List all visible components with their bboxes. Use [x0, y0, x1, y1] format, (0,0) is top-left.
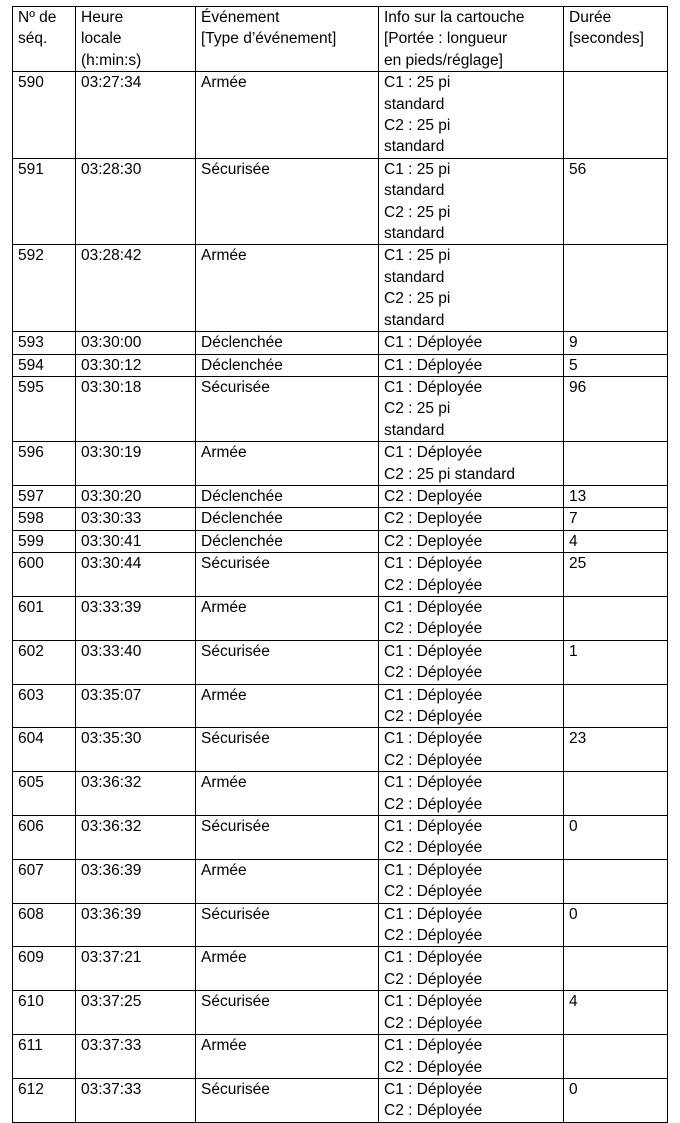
- cartridge-info-line: standard: [384, 182, 445, 200]
- cartridge-info-cell: [379, 1078, 564, 1122]
- duration-cell: [564, 684, 668, 728]
- cartridge-info-line: C2 : 25 pi: [384, 400, 451, 418]
- time-cell: 03:33:40: [76, 640, 196, 684]
- duration-cell: [564, 772, 668, 816]
- seq-cell: 608: [13, 903, 76, 947]
- cartridge-info-cell: [379, 332, 564, 354]
- table-body: [13, 72, 668, 1123]
- cartridge-info-cell: [379, 728, 564, 772]
- cartridge-info-line: standard: [384, 95, 445, 113]
- event-cell: Sécurisée: [196, 903, 379, 947]
- header-info-line: Info sur la cartouche: [384, 9, 525, 26]
- table-row: [13, 508, 668, 530]
- duration-cell: 96: [564, 376, 668, 441]
- header-event-line: Événement: [201, 9, 280, 26]
- event-cell: Sécurisée: [196, 991, 379, 1035]
- cartridge-info-line: C1 : 25 pi: [384, 160, 451, 178]
- table-row: [13, 485, 668, 507]
- table-row: [13, 991, 668, 1035]
- header-info-line: en pieds/réglage]: [384, 51, 503, 69]
- duration-cell: 23: [564, 728, 668, 772]
- event-cell: Armée: [196, 772, 379, 816]
- seq-cell: 602: [13, 640, 76, 684]
- duration-cell: 25: [564, 553, 668, 597]
- cartridge-info-line: C2 : Déployée: [384, 751, 483, 769]
- cartridge-info-cell: [379, 816, 564, 860]
- header-event-line: [Type d’événement]: [201, 30, 337, 48]
- seq-cell: 590: [13, 72, 76, 159]
- table-row: [13, 816, 668, 860]
- header-seq-line: séq.: [18, 30, 48, 48]
- cartridge-info-line: C2 : Deployée: [384, 532, 483, 550]
- table-row: [13, 553, 668, 597]
- cartridge-info-line: C2 : Déployée: [384, 1058, 483, 1076]
- cartridge-info-line: C1 : 25 pi: [384, 247, 451, 265]
- cartridge-info-cell: [379, 245, 564, 332]
- table-row: [13, 442, 668, 486]
- cartridge-info-line: C1 : Déployée: [384, 555, 483, 573]
- table-row: [13, 72, 668, 159]
- cartridge-info-cell: [379, 991, 564, 1035]
- seq-cell: 601: [13, 596, 76, 640]
- seq-cell: 598: [13, 508, 76, 530]
- cartridge-info-line: C2 : Déployée: [384, 708, 483, 725]
- duration-cell: [564, 859, 668, 903]
- time-cell: 03:30:20: [76, 485, 196, 507]
- cartridge-info-cell: [379, 640, 564, 684]
- time-cell: 03:35:30: [76, 728, 196, 772]
- cartridge-info-cell: [379, 158, 564, 245]
- time-cell: 03:36:39: [76, 903, 196, 947]
- cartridge-info-line: C2 : Déployée: [384, 664, 483, 682]
- duration-cell: [564, 947, 668, 991]
- time-cell: 03:30:18: [76, 376, 196, 441]
- duration-cell: 56: [564, 158, 668, 245]
- cartridge-info-line: C1 : Déployée: [384, 598, 483, 616]
- seq-cell: 612: [13, 1078, 76, 1122]
- seq-cell: 596: [13, 442, 76, 486]
- header-time: [76, 7, 196, 72]
- header-row: [13, 7, 668, 72]
- duration-cell: 7: [564, 508, 668, 530]
- time-cell: 03:36:39: [76, 859, 196, 903]
- duration-cell: 5: [564, 354, 668, 376]
- cartridge-info-cell: [379, 947, 564, 991]
- cartridge-info-line: C2 : Déployée: [384, 795, 483, 813]
- event-cell: Armée: [196, 596, 379, 640]
- event-cell: Armée: [196, 72, 379, 159]
- header-duration-line: Durée: [569, 9, 612, 26]
- table-row: [13, 354, 668, 376]
- cartridge-info-line: C1 : Déployée: [384, 356, 483, 374]
- cartridge-info-line: C1 : Déployée: [384, 1037, 483, 1055]
- cartridge-info-cell: [379, 508, 564, 530]
- seq-cell: 605: [13, 772, 76, 816]
- header-time-line: Heure: [81, 9, 124, 26]
- seq-cell: 604: [13, 728, 76, 772]
- event-cell: Déclenchée: [196, 485, 379, 507]
- cartridge-info-cell: [379, 354, 564, 376]
- cartridge-info-cell: [379, 772, 564, 816]
- table-row: [13, 1035, 668, 1079]
- event-cell: Sécurisée: [196, 1078, 379, 1122]
- duration-cell: 1: [564, 640, 668, 684]
- cartridge-info-line: C1 : Déployée: [384, 993, 483, 1011]
- table-row: [13, 1078, 668, 1122]
- seq-cell: 600: [13, 553, 76, 597]
- cartridge-info-line: C1 : Déployée: [384, 444, 483, 462]
- cartridge-info-line: standard: [384, 311, 445, 329]
- cartridge-info-line: C2 : Déployée: [384, 970, 483, 988]
- cartridge-info-line: C1 : Déployée: [384, 861, 483, 879]
- cartridge-info-line: C1 : Déployée: [384, 949, 483, 967]
- table-row: [13, 332, 668, 354]
- seq-cell: 591: [13, 158, 76, 245]
- duration-cell: 9: [564, 332, 668, 354]
- time-cell: 03:28:30: [76, 158, 196, 245]
- cartridge-info-line: standard: [384, 225, 445, 243]
- seq-cell: 599: [13, 530, 76, 552]
- cartridge-info-line: C1 : Déployée: [384, 905, 483, 923]
- cartridge-info-line: C2 : 25 pi: [384, 203, 451, 221]
- cartridge-info-cell: [379, 1035, 564, 1079]
- cartridge-info-line: C1 : Déployée: [384, 334, 483, 352]
- time-cell: 03:27:34: [76, 72, 196, 159]
- event-cell: Sécurisée: [196, 553, 379, 597]
- cartridge-info-line: C2 : Deployée: [384, 487, 483, 505]
- cartridge-info-cell: [379, 859, 564, 903]
- cartridge-info-line: C1 : Déployée: [384, 818, 483, 836]
- header-duration-line: [secondes]: [569, 30, 644, 48]
- seq-cell: 606: [13, 816, 76, 860]
- duration-cell: 13: [564, 485, 668, 507]
- event-cell: Sécurisée: [196, 640, 379, 684]
- cartridge-info-line: C2 : Déployée: [384, 1014, 483, 1032]
- duration-cell: [564, 72, 668, 159]
- cartridge-info-line: C2 : Déployée: [384, 927, 483, 945]
- duration-cell: [564, 442, 668, 486]
- duration-cell: 4: [564, 991, 668, 1035]
- duration-cell: 0: [564, 1078, 668, 1122]
- cartridge-info-cell: [379, 530, 564, 552]
- table-row: [13, 947, 668, 991]
- seq-cell: 610: [13, 991, 76, 1035]
- event-cell: Sécurisée: [196, 158, 379, 245]
- cartridge-info-line: C2 : 25 pi standard: [384, 465, 515, 483]
- seq-cell: 603: [13, 684, 76, 728]
- cartridge-info-line: C1 : Déployée: [384, 730, 483, 748]
- cartridge-info-line: C1 : Déployée: [384, 642, 483, 660]
- event-cell: Déclenchée: [196, 508, 379, 530]
- table-row: [13, 684, 668, 728]
- seq-cell: 607: [13, 859, 76, 903]
- time-cell: 03:37:25: [76, 991, 196, 1035]
- cartridge-info-cell: [379, 596, 564, 640]
- time-cell: 03:28:42: [76, 245, 196, 332]
- duration-cell: [564, 245, 668, 332]
- time-cell: 03:37:21: [76, 947, 196, 991]
- time-cell: 03:37:33: [76, 1078, 196, 1122]
- cartridge-info-line: standard: [384, 421, 445, 439]
- cartridge-info-cell: [379, 553, 564, 597]
- cartridge-info-cell: [379, 442, 564, 486]
- time-cell: 03:36:32: [76, 816, 196, 860]
- duration-cell: [564, 1035, 668, 1079]
- table-row: [13, 728, 668, 772]
- time-cell: 03:30:19: [76, 442, 196, 486]
- time-cell: 03:37:33: [76, 1035, 196, 1079]
- duration-cell: 0: [564, 816, 668, 860]
- event-cell: Armée: [196, 245, 379, 332]
- table-header: [13, 7, 668, 72]
- time-cell: 03:30:41: [76, 530, 196, 552]
- table-row: [13, 245, 668, 332]
- cartridge-info-line: C2 : 25 pi: [384, 117, 451, 135]
- table-row: [13, 903, 668, 947]
- table-row: [13, 596, 668, 640]
- table-row: [13, 376, 668, 441]
- cartridge-info-cell: [379, 903, 564, 947]
- cartridge-info-line: C1 : Déployée: [384, 378, 483, 396]
- cartridge-info-line: C1 : 25 pi: [384, 74, 451, 92]
- cartridge-info-line: C2 : 25 pi: [384, 290, 451, 308]
- event-cell: Armée: [196, 684, 379, 728]
- event-cell: Sécurisée: [196, 816, 379, 860]
- header-time-line: (h:min:s): [81, 51, 142, 69]
- document-page: [12, 6, 667, 1123]
- event-cell: Déclenchée: [196, 332, 379, 354]
- time-cell: 03:30:00: [76, 332, 196, 354]
- cartridge-info-line: C1 : Déployée: [384, 1080, 483, 1098]
- table-row: [13, 530, 668, 552]
- table-row: [13, 772, 668, 816]
- header-time-line: locale: [81, 30, 122, 48]
- event-cell: Déclenchée: [196, 530, 379, 552]
- cartridge-info-cell: [379, 485, 564, 507]
- time-cell: 03:30:12: [76, 354, 196, 376]
- cartridge-info-cell: [379, 72, 564, 159]
- header-seq: [13, 7, 76, 72]
- header-seq-line: Nº de: [18, 9, 57, 26]
- time-cell: 03:33:39: [76, 596, 196, 640]
- duration-cell: 4: [564, 530, 668, 552]
- seq-cell: 592: [13, 245, 76, 332]
- cartridge-info-line: C2 : Déployée: [384, 1102, 483, 1120]
- cartridge-info-line: C2 : Deployée: [384, 510, 483, 528]
- event-cell: Armée: [196, 947, 379, 991]
- cartridge-info-line: standard: [384, 138, 445, 156]
- seq-cell: 593: [13, 332, 76, 354]
- cartridge-info-line: C2 : Déployée: [384, 839, 483, 857]
- duration-cell: 0: [564, 903, 668, 947]
- event-cell: Sécurisée: [196, 376, 379, 441]
- header-event: [196, 7, 379, 72]
- header-duration: [564, 7, 668, 72]
- cartridge-info-line: standard: [384, 268, 445, 286]
- seq-cell: 594: [13, 354, 76, 376]
- time-cell: 03:36:32: [76, 772, 196, 816]
- event-log-table: [12, 6, 668, 1123]
- cartridge-info-line: C2 : Déployée: [384, 883, 483, 901]
- time-cell: 03:30:33: [76, 508, 196, 530]
- cartridge-info-line: C1 : Déployée: [384, 686, 483, 704]
- event-cell: Armée: [196, 859, 379, 903]
- time-cell: 03:35:07: [76, 684, 196, 728]
- cartridge-info-line: C2 : Déployée: [384, 576, 483, 594]
- duration-cell: [564, 596, 668, 640]
- table-row: [13, 640, 668, 684]
- cartridge-info-cell: [379, 684, 564, 728]
- time-cell: 03:30:44: [76, 553, 196, 597]
- event-cell: Armée: [196, 442, 379, 486]
- table-row: [13, 859, 668, 903]
- cartridge-info-line: C2 : Déployée: [384, 620, 483, 638]
- header-info: [379, 7, 564, 72]
- event-cell: Déclenchée: [196, 354, 379, 376]
- cartridge-info-cell: [379, 376, 564, 441]
- event-cell: Sécurisée: [196, 728, 379, 772]
- seq-cell: 611: [13, 1035, 76, 1079]
- table-row: [13, 158, 668, 245]
- event-cell: Armée: [196, 1035, 379, 1079]
- seq-cell: 597: [13, 485, 76, 507]
- seq-cell: 595: [13, 376, 76, 441]
- seq-cell: 609: [13, 947, 76, 991]
- cartridge-info-line: C1 : Déployée: [384, 774, 483, 792]
- header-info-line: [Portée : longueur: [384, 30, 508, 48]
